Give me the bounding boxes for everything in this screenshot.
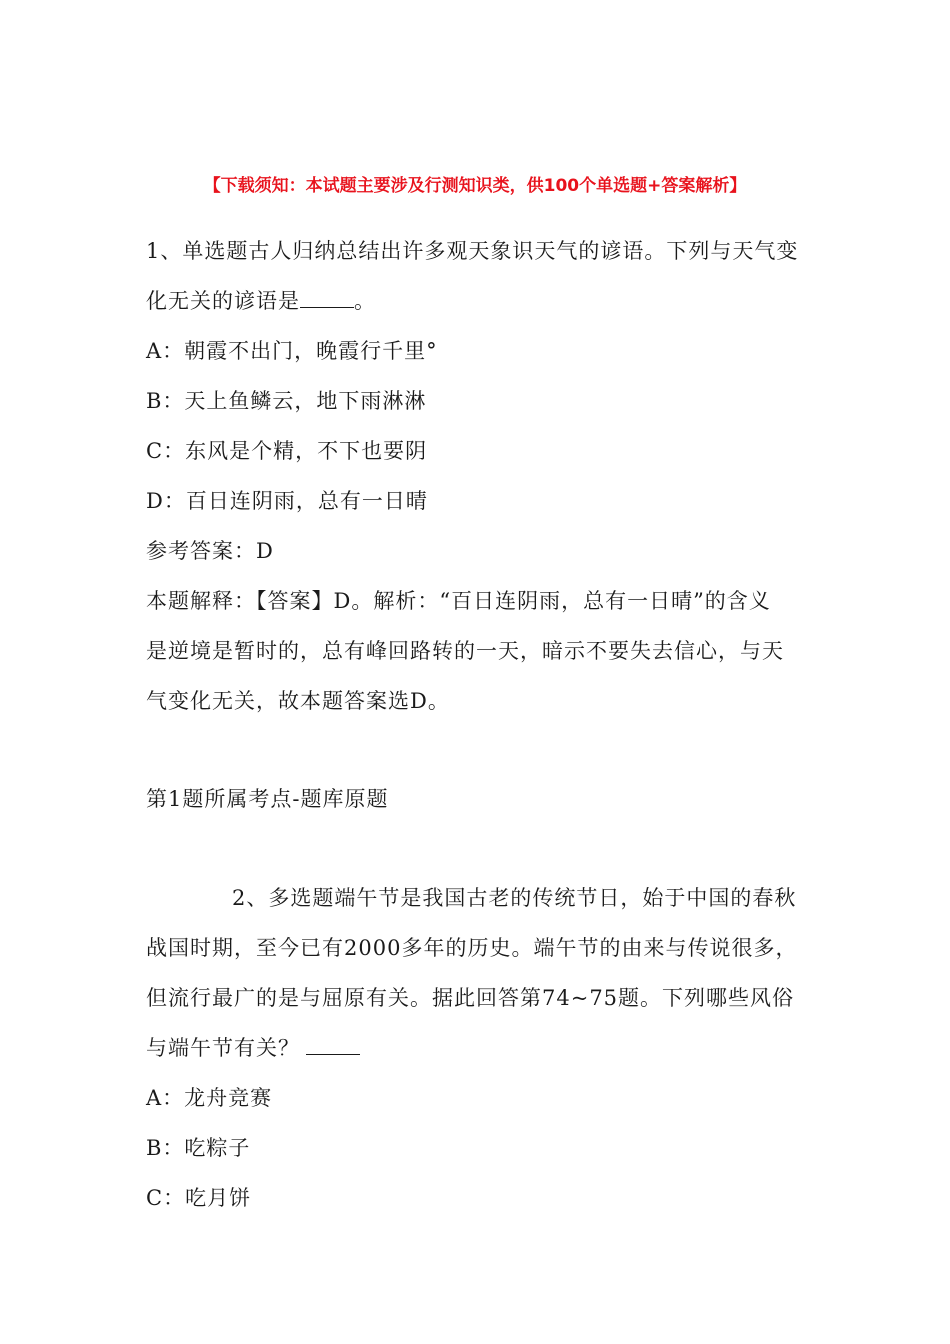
q1-answer: 参考答案：D: [146, 539, 274, 563]
q1-stem-line-2-end: 。: [354, 289, 376, 313]
q1-option-b: B：天上鱼鳞云，地下雨淋淋: [146, 389, 427, 413]
q2-stem-line-4: [146, 1033, 360, 1063]
q1-explanation-line-3: 气变化无关，故本题答案选D。: [146, 689, 450, 713]
q1-stem-line-1: 1、单选题古人归纳总结出许多观天象识天气的谚语。下列与天气变: [146, 239, 799, 263]
q1-topic: 第1题所属考点-题库原题: [146, 787, 389, 811]
q1-option-a: A：朝霞不出门，晚霞行千里°: [146, 339, 438, 363]
q2-stem-line-3: 但流行最广的是与屈原有关。据此回答第74~75题。下列哪些风俗: [146, 986, 795, 1010]
q1-option-c: C：东风是个精，不下也要阴: [146, 439, 428, 463]
download-notice: 【下载须知：本试题主要涉及行测知识类，供100个单选题+答案解析】: [203, 176, 747, 196]
answer-blank: [300, 289, 354, 308]
q1-option-d: D：百日连阴雨，总有一日晴: [146, 489, 428, 513]
q1-stem-line-2-text: 化无关的谚语是: [146, 289, 300, 313]
q2-option-a: A：龙舟竞赛: [146, 1086, 273, 1110]
q2-option-c: C：吃月饼: [146, 1186, 252, 1210]
q1-explanation-line-1: 本题解释：【答案】D。解析：“百日连阴雨，总有一日晴”的含义: [146, 589, 771, 613]
q1-stem-line-2: [146, 286, 376, 316]
q2-stem-line-1: 2、多选题端午节是我国古老的传统节日，始于中国的春秋: [232, 886, 797, 910]
q1-explanation-line-2: 是逆境是暂时的，总有峰回路转的一天，暗示不要失去信心，与天: [146, 639, 784, 663]
answer-blank: [306, 1036, 360, 1055]
q2-stem-line-4-text: 与端午节有关？: [146, 1036, 300, 1060]
q2-option-b: B：吃粽子: [146, 1136, 251, 1160]
q2-stem-line-2: 战国时期，至今已有2000多年的历史。端午节的由来与传说很多，: [146, 936, 798, 960]
